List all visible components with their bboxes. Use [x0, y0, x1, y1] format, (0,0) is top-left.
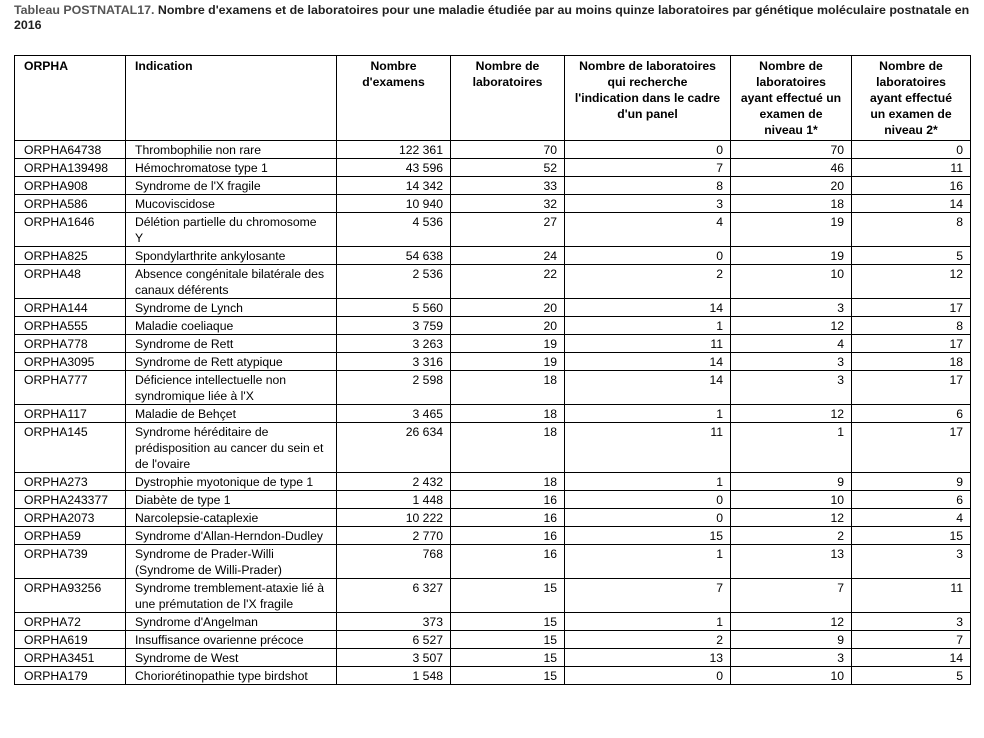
cell-indication: Mucoviscidose: [126, 195, 337, 213]
cell-orpha: ORPHA139498: [15, 159, 126, 177]
cell-nombre-laboratoires: 18: [451, 473, 565, 491]
table-row: [15, 545, 971, 579]
cell-orpha: ORPHA908: [15, 177, 126, 195]
cell-orpha: ORPHA145: [15, 423, 126, 473]
cell-indication: Délétion partielle du chromosome Y: [126, 213, 337, 247]
cell-niveau-1: 3: [731, 371, 852, 405]
cell-nombre-laboratoires: 15: [451, 667, 565, 685]
table-row: [15, 299, 971, 317]
cell-nombre-laboratoires: 20: [451, 317, 565, 335]
header-laboratoires-niveau-1: Nombre de laboratoires ayant effectué un examen de niveau 1*: [731, 56, 852, 141]
cell-nombre-examens: 3 465: [337, 405, 451, 423]
cell-orpha: ORPHA3451: [15, 649, 126, 667]
cell-nombre-examens: 2 770: [337, 527, 451, 545]
cell-nombre-laboratoires: 32: [451, 195, 565, 213]
cell-indication: Syndrome héréditaire de prédisposition au cancer du sein et de l'ovaire: [126, 423, 337, 473]
cell-orpha: ORPHA144: [15, 299, 126, 317]
table-row: [15, 213, 971, 247]
header-laboratoires-panel: Nombre de laboratoires qui recherche l'indication dans le cadre d'un panel: [565, 56, 731, 141]
table-row: [15, 371, 971, 405]
cell-laboratoires-panel: 7: [565, 159, 731, 177]
cell-niveau-2: 6: [852, 491, 971, 509]
cell-laboratoires-panel: 11: [565, 423, 731, 473]
cell-orpha: ORPHA93256: [15, 579, 126, 613]
cell-niveau-2: 17: [852, 423, 971, 473]
cell-nombre-examens: 43 596: [337, 159, 451, 177]
cell-niveau-2: 0: [852, 141, 971, 159]
cell-nombre-laboratoires: 24: [451, 247, 565, 265]
cell-indication: Dystrophie myotonique de type 1: [126, 473, 337, 491]
table-row: [15, 177, 971, 195]
cell-laboratoires-panel: 0: [565, 141, 731, 159]
cell-niveau-1: 9: [731, 631, 852, 649]
cell-niveau-1: 12: [731, 317, 852, 335]
cell-orpha: ORPHA778: [15, 335, 126, 353]
cell-laboratoires-panel: 15: [565, 527, 731, 545]
cell-niveau-1: 70: [731, 141, 852, 159]
header-laboratoires-niveau-2: Nombre de laboratoires ayant effectué un examen de niveau 2*: [852, 56, 971, 141]
cell-niveau-2: 17: [852, 299, 971, 317]
table-row: [15, 473, 971, 491]
cell-indication: Déficience intellectuelle non syndromique liée à l'X: [126, 371, 337, 405]
table-row: [15, 247, 971, 265]
cell-orpha: ORPHA117: [15, 405, 126, 423]
cell-indication: Thrombophilie non rare: [126, 141, 337, 159]
cell-niveau-1: 10: [731, 265, 852, 299]
cell-niveau-1: 18: [731, 195, 852, 213]
cell-indication: Absence congénitale bilatérale des canaux déférents: [126, 265, 337, 299]
header-orpha: ORPHA: [15, 56, 126, 141]
table-body: [15, 141, 971, 685]
cell-niveau-1: 20: [731, 177, 852, 195]
cell-niveau-1: 7: [731, 579, 852, 613]
table-row: [15, 579, 971, 613]
cell-nombre-examens: 10 222: [337, 509, 451, 527]
cell-laboratoires-panel: 1: [565, 473, 731, 491]
cell-laboratoires-panel: 13: [565, 649, 731, 667]
cell-laboratoires-panel: 8: [565, 177, 731, 195]
table-row: [15, 613, 971, 631]
cell-niveau-1: 10: [731, 667, 852, 685]
cell-niveau-1: 9: [731, 473, 852, 491]
cell-nombre-laboratoires: 16: [451, 527, 565, 545]
cell-orpha: ORPHA825: [15, 247, 126, 265]
cell-niveau-1: 13: [731, 545, 852, 579]
cell-niveau-2: 4: [852, 509, 971, 527]
cell-nombre-examens: 5 560: [337, 299, 451, 317]
cell-laboratoires-panel: 3: [565, 195, 731, 213]
cell-nombre-laboratoires: 33: [451, 177, 565, 195]
cell-laboratoires-panel: 1: [565, 613, 731, 631]
cell-niveau-2: 18: [852, 353, 971, 371]
table-header-row: [15, 56, 971, 141]
cell-nombre-examens: 3 316: [337, 353, 451, 371]
cell-laboratoires-panel: 4: [565, 213, 731, 247]
cell-niveau-1: 4: [731, 335, 852, 353]
cell-indication: Spondylarthrite ankylosante: [126, 247, 337, 265]
cell-nombre-laboratoires: 22: [451, 265, 565, 299]
cell-laboratoires-panel: 0: [565, 491, 731, 509]
cell-niveau-2: 11: [852, 579, 971, 613]
cell-nombre-laboratoires: 18: [451, 371, 565, 405]
cell-niveau-2: 6: [852, 405, 971, 423]
table-row: [15, 265, 971, 299]
cell-indication: Syndrome de Rett atypique: [126, 353, 337, 371]
header-nombre-laboratoires: Nombre de laboratoires: [451, 56, 565, 141]
cell-niveau-1: 3: [731, 649, 852, 667]
cell-nombre-laboratoires: 15: [451, 579, 565, 613]
cell-laboratoires-panel: 0: [565, 247, 731, 265]
data-table: [14, 55, 971, 685]
cell-nombre-examens: 6 527: [337, 631, 451, 649]
cell-indication: Syndrome de Rett: [126, 335, 337, 353]
table-row: [15, 141, 971, 159]
cell-nombre-examens: 2 598: [337, 371, 451, 405]
cell-nombre-examens: 1 548: [337, 667, 451, 685]
cell-nombre-laboratoires: 15: [451, 649, 565, 667]
cell-niveau-2: 14: [852, 649, 971, 667]
cell-niveau-2: 17: [852, 371, 971, 405]
cell-orpha: ORPHA1646: [15, 213, 126, 247]
cell-nombre-laboratoires: 16: [451, 545, 565, 579]
cell-niveau-1: 3: [731, 299, 852, 317]
cell-nombre-laboratoires: 18: [451, 405, 565, 423]
cell-orpha: ORPHA777: [15, 371, 126, 405]
cell-orpha: ORPHA64738: [15, 141, 126, 159]
cell-nombre-examens: 3 759: [337, 317, 451, 335]
cell-nombre-laboratoires: 16: [451, 491, 565, 509]
table-caption-title: Nombre d'examens et de laboratoires pour une maladie étudiée par au moins quinze laboratoires par génétique moléculaire postnatale en 2016: [14, 3, 970, 32]
cell-indication: Maladie coeliaque: [126, 317, 337, 335]
table-row: [15, 509, 971, 527]
cell-nombre-examens: 122 361: [337, 141, 451, 159]
cell-nombre-examens: 14 342: [337, 177, 451, 195]
table-row: [15, 195, 971, 213]
cell-nombre-laboratoires: 27: [451, 213, 565, 247]
cell-indication: Syndrome tremblement-ataxie lié à une prémutation de l'X fragile: [126, 579, 337, 613]
cell-nombre-examens: 26 634: [337, 423, 451, 473]
cell-nombre-examens: 2 536: [337, 265, 451, 299]
cell-nombre-laboratoires: 15: [451, 631, 565, 649]
cell-niveau-1: 10: [731, 491, 852, 509]
cell-niveau-2: 7: [852, 631, 971, 649]
cell-laboratoires-panel: 1: [565, 405, 731, 423]
cell-indication: Syndrome de l'X fragile: [126, 177, 337, 195]
cell-indication: Syndrome d'Angelman: [126, 613, 337, 631]
cell-niveau-2: 16: [852, 177, 971, 195]
cell-orpha: ORPHA179: [15, 667, 126, 685]
cell-indication: Choriorétinopathie type birdshot: [126, 667, 337, 685]
cell-orpha: ORPHA2073: [15, 509, 126, 527]
cell-nombre-laboratoires: 20: [451, 299, 565, 317]
cell-niveau-2: 15: [852, 527, 971, 545]
cell-orpha: ORPHA59: [15, 527, 126, 545]
cell-nombre-examens: 6 327: [337, 579, 451, 613]
cell-niveau-1: 1: [731, 423, 852, 473]
cell-orpha: ORPHA739: [15, 545, 126, 579]
cell-indication: Syndrome de Prader-Willi (Syndrome de Willi-Prader): [126, 545, 337, 579]
table-row: [15, 491, 971, 509]
cell-niveau-2: 5: [852, 247, 971, 265]
cell-niveau-2: 11: [852, 159, 971, 177]
cell-niveau-2: 8: [852, 213, 971, 247]
cell-laboratoires-panel: 7: [565, 579, 731, 613]
cell-nombre-examens: 3 263: [337, 335, 451, 353]
cell-laboratoires-panel: 14: [565, 371, 731, 405]
cell-indication: Syndrome d'Allan-Herndon-Dudley: [126, 527, 337, 545]
cell-nombre-laboratoires: 19: [451, 353, 565, 371]
cell-indication: Hémochromatose type 1: [126, 159, 337, 177]
cell-niveau-2: 9: [852, 473, 971, 491]
table-row: [15, 335, 971, 353]
cell-orpha: ORPHA3095: [15, 353, 126, 371]
cell-niveau-1: 3: [731, 353, 852, 371]
cell-nombre-examens: 4 536: [337, 213, 451, 247]
header-nombre-examens: Nombre d'examens: [337, 56, 451, 141]
cell-indication: Diabète de type 1: [126, 491, 337, 509]
cell-laboratoires-panel: 14: [565, 353, 731, 371]
table-row: [15, 631, 971, 649]
cell-nombre-examens: 10 940: [337, 195, 451, 213]
cell-niveau-1: 12: [731, 613, 852, 631]
cell-nombre-examens: 768: [337, 545, 451, 579]
cell-laboratoires-panel: 2: [565, 265, 731, 299]
cell-indication: Syndrome de Lynch: [126, 299, 337, 317]
cell-indication: Syndrome de West: [126, 649, 337, 667]
cell-niveau-2: 3: [852, 545, 971, 579]
cell-niveau-1: 19: [731, 213, 852, 247]
cell-niveau-2: 17: [852, 335, 971, 353]
cell-niveau-1: 12: [731, 405, 852, 423]
table-row: [15, 317, 971, 335]
cell-nombre-examens: 373: [337, 613, 451, 631]
cell-orpha: ORPHA619: [15, 631, 126, 649]
cell-laboratoires-panel: 1: [565, 545, 731, 579]
table-row: [15, 667, 971, 685]
cell-nombre-examens: 1 448: [337, 491, 451, 509]
table-row: [15, 527, 971, 545]
table-row: [15, 405, 971, 423]
cell-niveau-1: 2: [731, 527, 852, 545]
cell-niveau-1: 46: [731, 159, 852, 177]
cell-orpha: ORPHA586: [15, 195, 126, 213]
cell-niveau-1: 12: [731, 509, 852, 527]
cell-nombre-laboratoires: 15: [451, 613, 565, 631]
cell-orpha: ORPHA273: [15, 473, 126, 491]
cell-orpha: ORPHA555: [15, 317, 126, 335]
cell-niveau-2: 14: [852, 195, 971, 213]
cell-laboratoires-panel: 2: [565, 631, 731, 649]
cell-nombre-laboratoires: 18: [451, 423, 565, 473]
cell-orpha: ORPHA72: [15, 613, 126, 631]
cell-niveau-2: 8: [852, 317, 971, 335]
table-caption: [14, 3, 976, 33]
table-row: [15, 649, 971, 667]
cell-indication: Maladie de Behçet: [126, 405, 337, 423]
cell-laboratoires-panel: 11: [565, 335, 731, 353]
header-indication: Indication: [126, 56, 337, 141]
cell-niveau-1: 19: [731, 247, 852, 265]
cell-niveau-2: 3: [852, 613, 971, 631]
cell-nombre-laboratoires: 70: [451, 141, 565, 159]
table-caption-tag: Tableau POSTNATAL17.: [14, 3, 155, 17]
cell-nombre-laboratoires: 16: [451, 509, 565, 527]
table-row: [15, 353, 971, 371]
cell-nombre-examens: 2 432: [337, 473, 451, 491]
table-row: [15, 423, 971, 473]
cell-orpha: ORPHA48: [15, 265, 126, 299]
cell-nombre-examens: 3 507: [337, 649, 451, 667]
cell-orpha: ORPHA243377: [15, 491, 126, 509]
cell-indication: Narcolepsie-cataplexie: [126, 509, 337, 527]
cell-nombre-laboratoires: 19: [451, 335, 565, 353]
cell-laboratoires-panel: 0: [565, 667, 731, 685]
table-row: [15, 159, 971, 177]
cell-nombre-examens: 54 638: [337, 247, 451, 265]
cell-indication: Insuffisance ovarienne précoce: [126, 631, 337, 649]
cell-nombre-laboratoires: 52: [451, 159, 565, 177]
cell-laboratoires-panel: 0: [565, 509, 731, 527]
cell-niveau-2: 12: [852, 265, 971, 299]
cell-laboratoires-panel: 14: [565, 299, 731, 317]
cell-laboratoires-panel: 1: [565, 317, 731, 335]
cell-niveau-2: 5: [852, 667, 971, 685]
